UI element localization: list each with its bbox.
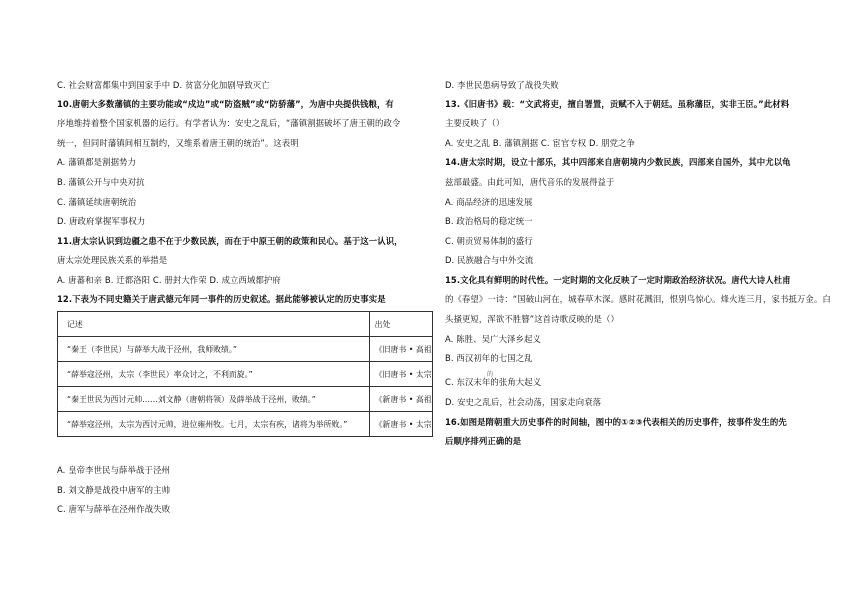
table-row xyxy=(58,387,433,412)
q15-option-a[interactable]: A. 陈胜、吴广大泽乡起义 xyxy=(445,334,541,344)
table-row xyxy=(58,412,433,437)
q11-options[interactable]: A. 唐蕃和亲 B. 迁都洛阳 C. 册封大作荣 D. 成立西域都护府 xyxy=(57,275,281,285)
table-cell-record: “薛举寇泾州，太宗（李世民）率众讨之，不利而旋。” xyxy=(58,362,370,387)
table-row xyxy=(58,337,433,362)
q14-option-b[interactable]: B. 政治格局的稳定统一 xyxy=(445,216,533,226)
q12-option-c[interactable]: C. 唐军与薛举在泾州作战失败 xyxy=(57,504,171,514)
q15-stem-line3: 头搔更短，浑欲不胜簪”这首诗歌反映的是（） xyxy=(445,314,619,324)
q14-option-d[interactable]: D. 民族融合与中外交流 xyxy=(445,255,534,265)
q10-stem: 10.唐朝大多数藩镇的主要功能或“戍边”或“防盗贼”或“防骄藩”，为唐中央提供钱粮，有 xyxy=(57,99,394,109)
q14-option-c[interactable]: C. 朝贡贸易体制的盛行 xyxy=(445,236,533,246)
q10-stem-line1 xyxy=(57,99,394,110)
table-row xyxy=(58,362,433,387)
q10-option-d[interactable]: D. 唐政府掌握军事权力 xyxy=(57,216,146,226)
table-cell-record: “薛举寇泾州，太宗为西讨元帅，进位雍州牧。七月，太宗有疾，诸将为举所败。” xyxy=(58,412,370,437)
table-header-record: 记述 xyxy=(58,312,370,337)
stray-mark: 的 xyxy=(487,371,494,378)
table-cell-source: 《新唐书 • 太宗 xyxy=(369,412,432,437)
q12-option-d[interactable]: D. 李世民患病导致了战役失败 xyxy=(445,80,559,90)
q14-stem-line1: 14.唐太宗时期，设立十部乐，其中四部来自唐朝境内少数民族，四部来自国外，其中尤以龟 xyxy=(445,157,791,167)
q10-option-c[interactable]: C. 藩镇延续唐朝统治 xyxy=(57,197,137,207)
q15-option-d[interactable]: D. 安史之乱后，社会动荡，国家走向衰落 xyxy=(445,397,602,407)
q13-stem-line1: 13.《旧唐书》载：“文武将吏，擅自署置，贡赋不入于朝廷。虽称藩臣，实非王臣。”此材料 xyxy=(445,99,790,109)
q15-stem-line1: 15.文化具有鲜明的时代性。一定时期的文化反映了一定时期政治经济状况。唐代大诗人杜甫 xyxy=(445,275,791,285)
q15-stem-line2: 的《春望》一诗：“国破山河在，城春草木深。感时花溅泪，恨别鸟惊心。烽火连三月，家书抵万金。白 xyxy=(445,294,831,304)
q9-option-cd: C. 社会财富都集中到国家手中 D. 贫富分化加剧导致灭亡 xyxy=(57,80,270,90)
q16-stem-line1: 16.如图是隋朝重大历史事件的时间轴，图中的①②③代表相关的历史事件，按事件发生的先 xyxy=(445,417,787,427)
q14-option-a[interactable]: A. 商品经济的迅速发展 xyxy=(445,197,533,207)
q10-stem-line3: 统一，但同时藩镇间相互制约，又维系着唐王朝的统治”。这表明 xyxy=(57,138,299,148)
table-header-row xyxy=(58,312,433,337)
q13-stem-line2: 主要反映了（） xyxy=(445,118,505,128)
q11-stem-line1: 11.唐太宗认识到边疆之患不在于少数民族，而在于中原王朝的政策和民心。基于这一认识， xyxy=(57,236,403,246)
table-cell-record: “秦王世民为西讨元帅……刘文静（唐朝将领）及薛举战于泾州，败绩。” xyxy=(58,387,370,412)
q10-option-b[interactable]: B. 藩镇公开与中央对抗 xyxy=(57,177,145,187)
q10-stem-line2: 序地维持着整个国家机器的运行。有学者认为：安史之乱后，“藩镇割据破坏了唐王朝的政令 xyxy=(57,118,401,128)
q10-option-a[interactable]: A. 藩镇都是割据势力 xyxy=(57,157,137,167)
q12-option-a[interactable]: A. 皇帝李世民与薛举战于泾州 xyxy=(57,465,170,475)
q11-stem-line2: 唐太宗处理民族关系的举措是 xyxy=(57,255,168,265)
q15-option-c[interactable]: C. 东汉末年的张角大起义 xyxy=(445,377,542,387)
q12-table xyxy=(57,311,433,437)
q16-stem-line2: 后顺序排列正确的是 xyxy=(445,436,522,446)
table-header-source: 出处 xyxy=(369,312,432,337)
q13-options[interactable]: A. 安史之乱 B. 藩镇割据 C. 宦官专权 D. 朋党之争 xyxy=(445,138,636,148)
q14-stem-line2: 兹部最盛。由此可知，唐代音乐的发展得益于 xyxy=(445,177,615,187)
table-cell-source: 《新唐书 • 高祖 xyxy=(369,387,432,412)
q15-option-b[interactable]: B. 西汉初年的七国之乱 xyxy=(445,353,533,363)
table-cell-record: “秦王（李世民）与薛举大战于泾州，我师败绩。” xyxy=(58,337,370,362)
table-cell-source: 《旧唐书 • 太宗 xyxy=(369,362,432,387)
q12-stem: 12.下表为不同史籍关于唐武德元年同一事件的历史叙述。据此能够被认定的历史事实是 xyxy=(57,294,386,304)
table-cell-source: 《旧唐书 • 高祖 xyxy=(369,337,432,362)
q12-option-b[interactable]: B. 刘文静是战役中唐军的主帅 xyxy=(57,485,171,495)
